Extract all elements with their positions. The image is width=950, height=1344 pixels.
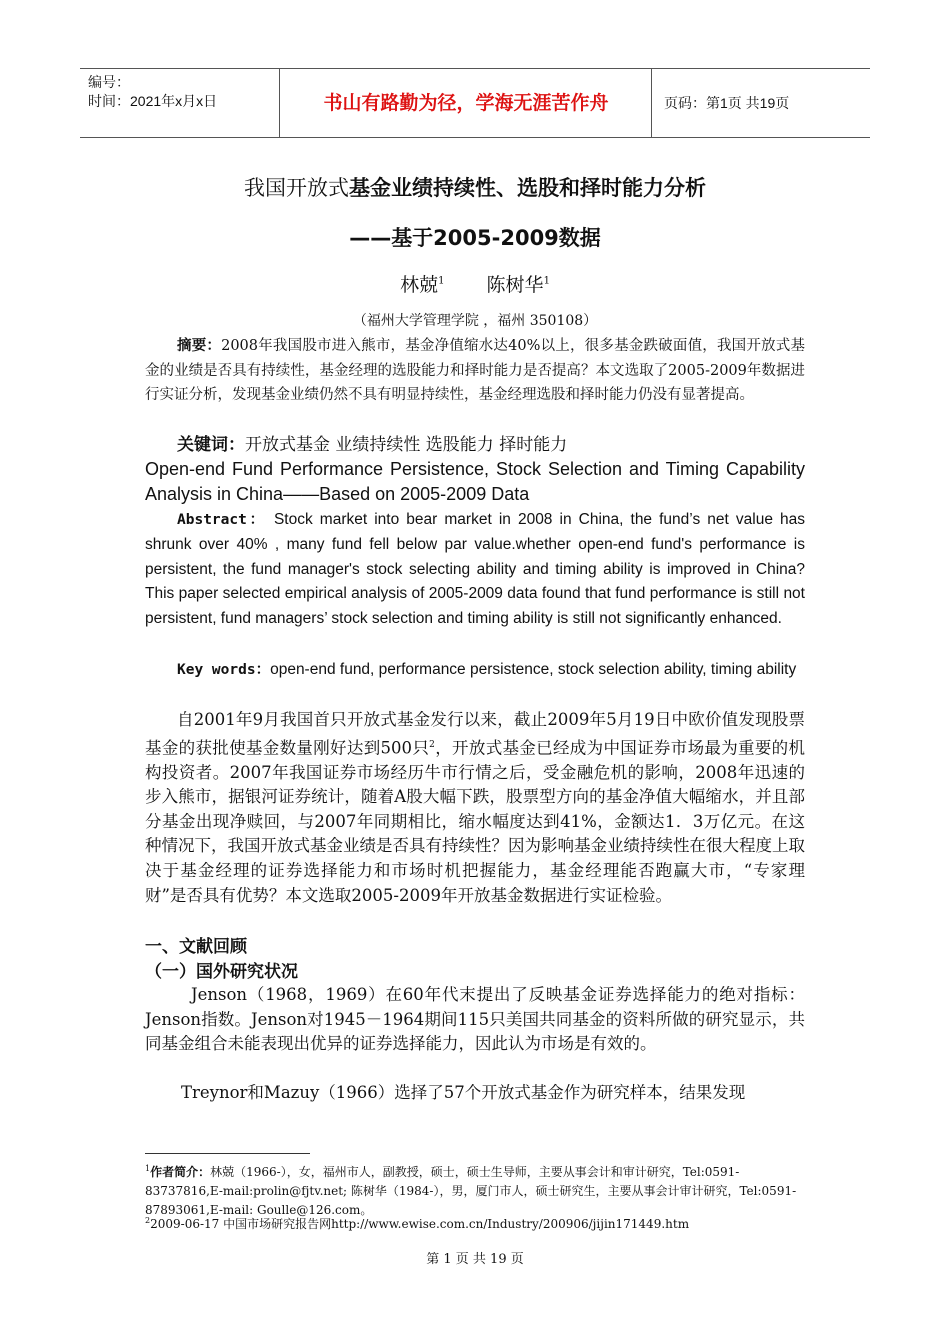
english-title: Open-end Fund Performance Persistence, Stock Selection and Timing Capability Analysis in China——Based on 2005-2009 Data <box>145 459 805 504</box>
abstract-en-label: Abstract： <box>177 512 267 528</box>
author-2-mark: 1 <box>543 275 550 287</box>
number-label: 编号： <box>88 74 130 90</box>
footnote-1-label: 作者简介： <box>150 1165 211 1179</box>
abstract-en <box>145 508 805 632</box>
section-heading-1: 一、文献回顾 <box>145 937 247 957</box>
paper-title <box>0 172 950 202</box>
jenson-paragraph: Jenson（1968，1969）在60年代末提出了反映基金证券选择能力的绝对指标：Jenson指数。Jenson对1945－1964期间115只美国共同基金的资料所做的研究显示，共同基金组合未能表现出优异的证券选择能力，因此认为市场是有效的。 <box>145 985 805 1054</box>
intro-text-b: ，开放式基金已经成为中国证券市场最为重要的机构投资者。2007年我国证券市场经历牛市行情之后，受金融危机的影响，2008年迅速的步入熊市，据银河证券统计，随着A股大幅下跌，股票型方向的基金净值大幅缩水，并且部分基金出现净赎回，与2007年同期相比，缩水幅度达到41%，金额达1．3万亿元。在这种情况下，我国开放式基金业绩是否具有持续性？因为影响基金业绩持续性在很大程度上取决于基金经理的证券选择能力和市场时机把握能力，基金经理能否跑赢大市，“专家理财”是否具有优势？本文选取2005-2009年开放基金数据进行实证检验。 <box>145 738 806 905</box>
paper-subtitle: ——基于2005-2009数据 <box>349 226 601 250</box>
abstract-cn <box>145 334 805 408</box>
author-1: 林兢 <box>400 274 439 296</box>
page-footer: 第 1 页 共 19 页 <box>426 1252 524 1267</box>
time-label: 时间：2021年x月x日 <box>88 93 218 109</box>
author-1-mark: 1 <box>438 275 445 287</box>
keywords-cn-text: 开放式基金 业绩持续性 选股能力 择时能力 <box>245 435 568 455</box>
header-meta <box>80 69 280 137</box>
keywords-en <box>145 658 805 683</box>
intro-text-a: 自2001年9月我国首只开放式基金发行以来，截止2009年5月19日中欧价值发现股票基金的获批使基金数量刚好达到500只 <box>145 710 805 758</box>
footnote-1-text: 林兢（1966-），女，福州市人，副教授，硕士，硕士生导师，主要从事会计和审计研究，Tel:0591-83737816,E-mail:prolin@fjtv.net; 陈树华（1984-），男，厦门市人，硕士研究生，主要从事会计审计研究，Tel:0591-87893061,E-mail: Goulle@126.com。 <box>145 1165 797 1217</box>
keywords-en-label: Key words： <box>177 662 271 678</box>
abstract-cn-text: 2008年我国股市进入熊市，基金净值缩水达40%以上，很多基金跌破面值，我国开放式基金的业绩是否具有持续性，基金经理的选股能力和择时能力是否提高？本文选取了2005-2009年数据进行实证分析，发现基金业绩仍然不具有明显持续性，基金经理选股和择时能力仍没有显著提高。 <box>145 338 805 403</box>
section-heading-1-1: （一）国外研究状况 <box>145 962 298 982</box>
keywords-cn-label: 关键词： <box>177 435 245 455</box>
affiliation: （福州大学管理学院 ，福州 350108） <box>352 313 598 329</box>
paper-title-part2: 基金业绩持续性、选股和择时能力分析 <box>349 176 706 200</box>
intro-paragraph <box>145 708 805 908</box>
paper-title-part1: 我国开放式 <box>244 176 349 200</box>
intro-footnote-mark: 2 <box>429 739 435 750</box>
footnote-2-mark: 2 <box>145 1216 151 1225</box>
abstract-cn-label: 摘要： <box>177 338 222 354</box>
keywords-cn <box>145 433 805 457</box>
authors <box>0 270 950 297</box>
header-motto: 书山有路勤为径，学海无涯苦作舟 <box>281 69 652 137</box>
footnote-2 <box>145 1211 815 1234</box>
abstract-en-text: Stock market into bear market in 2008 in China, the fund’s net value has shrunk over 40% , many fund fell below par value.whether open-end fund's performance is persistent, the fund manager's stock selecting ability and timing ability is improved in China? This paper selected empirical analysis of 2005-2009 data found that fund performance is still not persistent, fund managers’ stock selection and timing ability is still not significantly enhanced. <box>145 511 806 628</box>
footnote-2-text: 2009-06-17 中国市场研究报告网http://www.ewise.com.cn/Industry/200906/jijin171449.htm <box>150 1217 690 1231</box>
footnote-1-mark: 1 <box>145 1164 151 1173</box>
treynor-paragraph: Treynor和Mazuy（1966）选择了57个开放式基金作为研究样本，结果发现 <box>181 1083 746 1102</box>
keywords-en-text: open-end fund, performance persistence, stock selection ability, timing ability <box>270 661 797 678</box>
header-page-info: 页码：第1页 共19页 <box>664 95 790 111</box>
footnote-divider <box>145 1153 310 1154</box>
document-header <box>80 68 870 138</box>
author-2: 陈树华 <box>486 274 544 296</box>
